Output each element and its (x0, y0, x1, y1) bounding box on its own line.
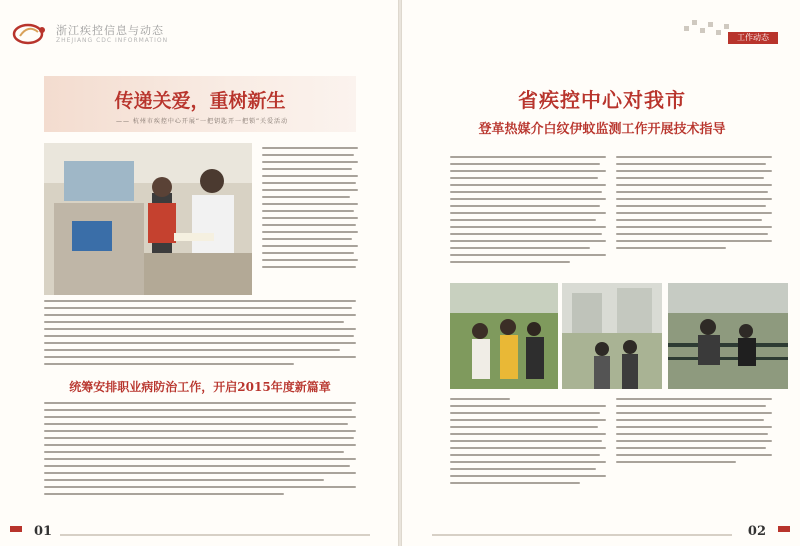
right-col-1 (450, 156, 606, 268)
right-page (402, 0, 800, 546)
railing-scene-illustration (668, 283, 788, 389)
field-photo-3 (668, 283, 788, 389)
left-page (0, 0, 398, 546)
lower-left-text (44, 300, 356, 370)
left-footer-stripe (60, 534, 370, 536)
right-bottom-col-2 (616, 398, 772, 468)
bottom-left-text (44, 402, 356, 500)
magazine-title: 浙江疾控信息与动态 (56, 24, 164, 37)
magazine-logo-icon (12, 22, 50, 46)
left-byline: —— 杭州市疾控中心开展“一把钥匙开一把锁”关爱活动 (115, 118, 289, 125)
field-photo-2 (562, 283, 662, 389)
left-footer-mark (10, 526, 22, 532)
right-page-number: 02 (747, 524, 766, 539)
right-footer-stripe (432, 534, 732, 536)
right-subheadline: 登革热媒介白纹伊蚊监测工作开展技术指导 (478, 122, 726, 137)
building-scene-illustration (562, 283, 662, 389)
garden-scene-illustration (450, 283, 558, 389)
second-headline: 统筹安排职业病防治工作，开启2015年度新篇章 (69, 380, 331, 394)
clinic-photo (44, 143, 252, 295)
right-column-text (262, 147, 358, 273)
section-badge: 工作动态 (728, 32, 778, 44)
right-headline: 省疾控中心对我市 (518, 88, 686, 112)
right-footer-mark (778, 526, 790, 532)
right-col-2 (616, 156, 772, 254)
left-headline: 传递关爱，重树新生 (114, 90, 286, 112)
clinic-scene-illustration (44, 143, 252, 295)
right-bottom-col-1 (450, 398, 606, 489)
left-page-number: 01 (34, 524, 53, 539)
field-photo-1 (450, 283, 558, 389)
magazine-subtitle: ZHEJIANG CDC INFORMATION (56, 37, 169, 44)
